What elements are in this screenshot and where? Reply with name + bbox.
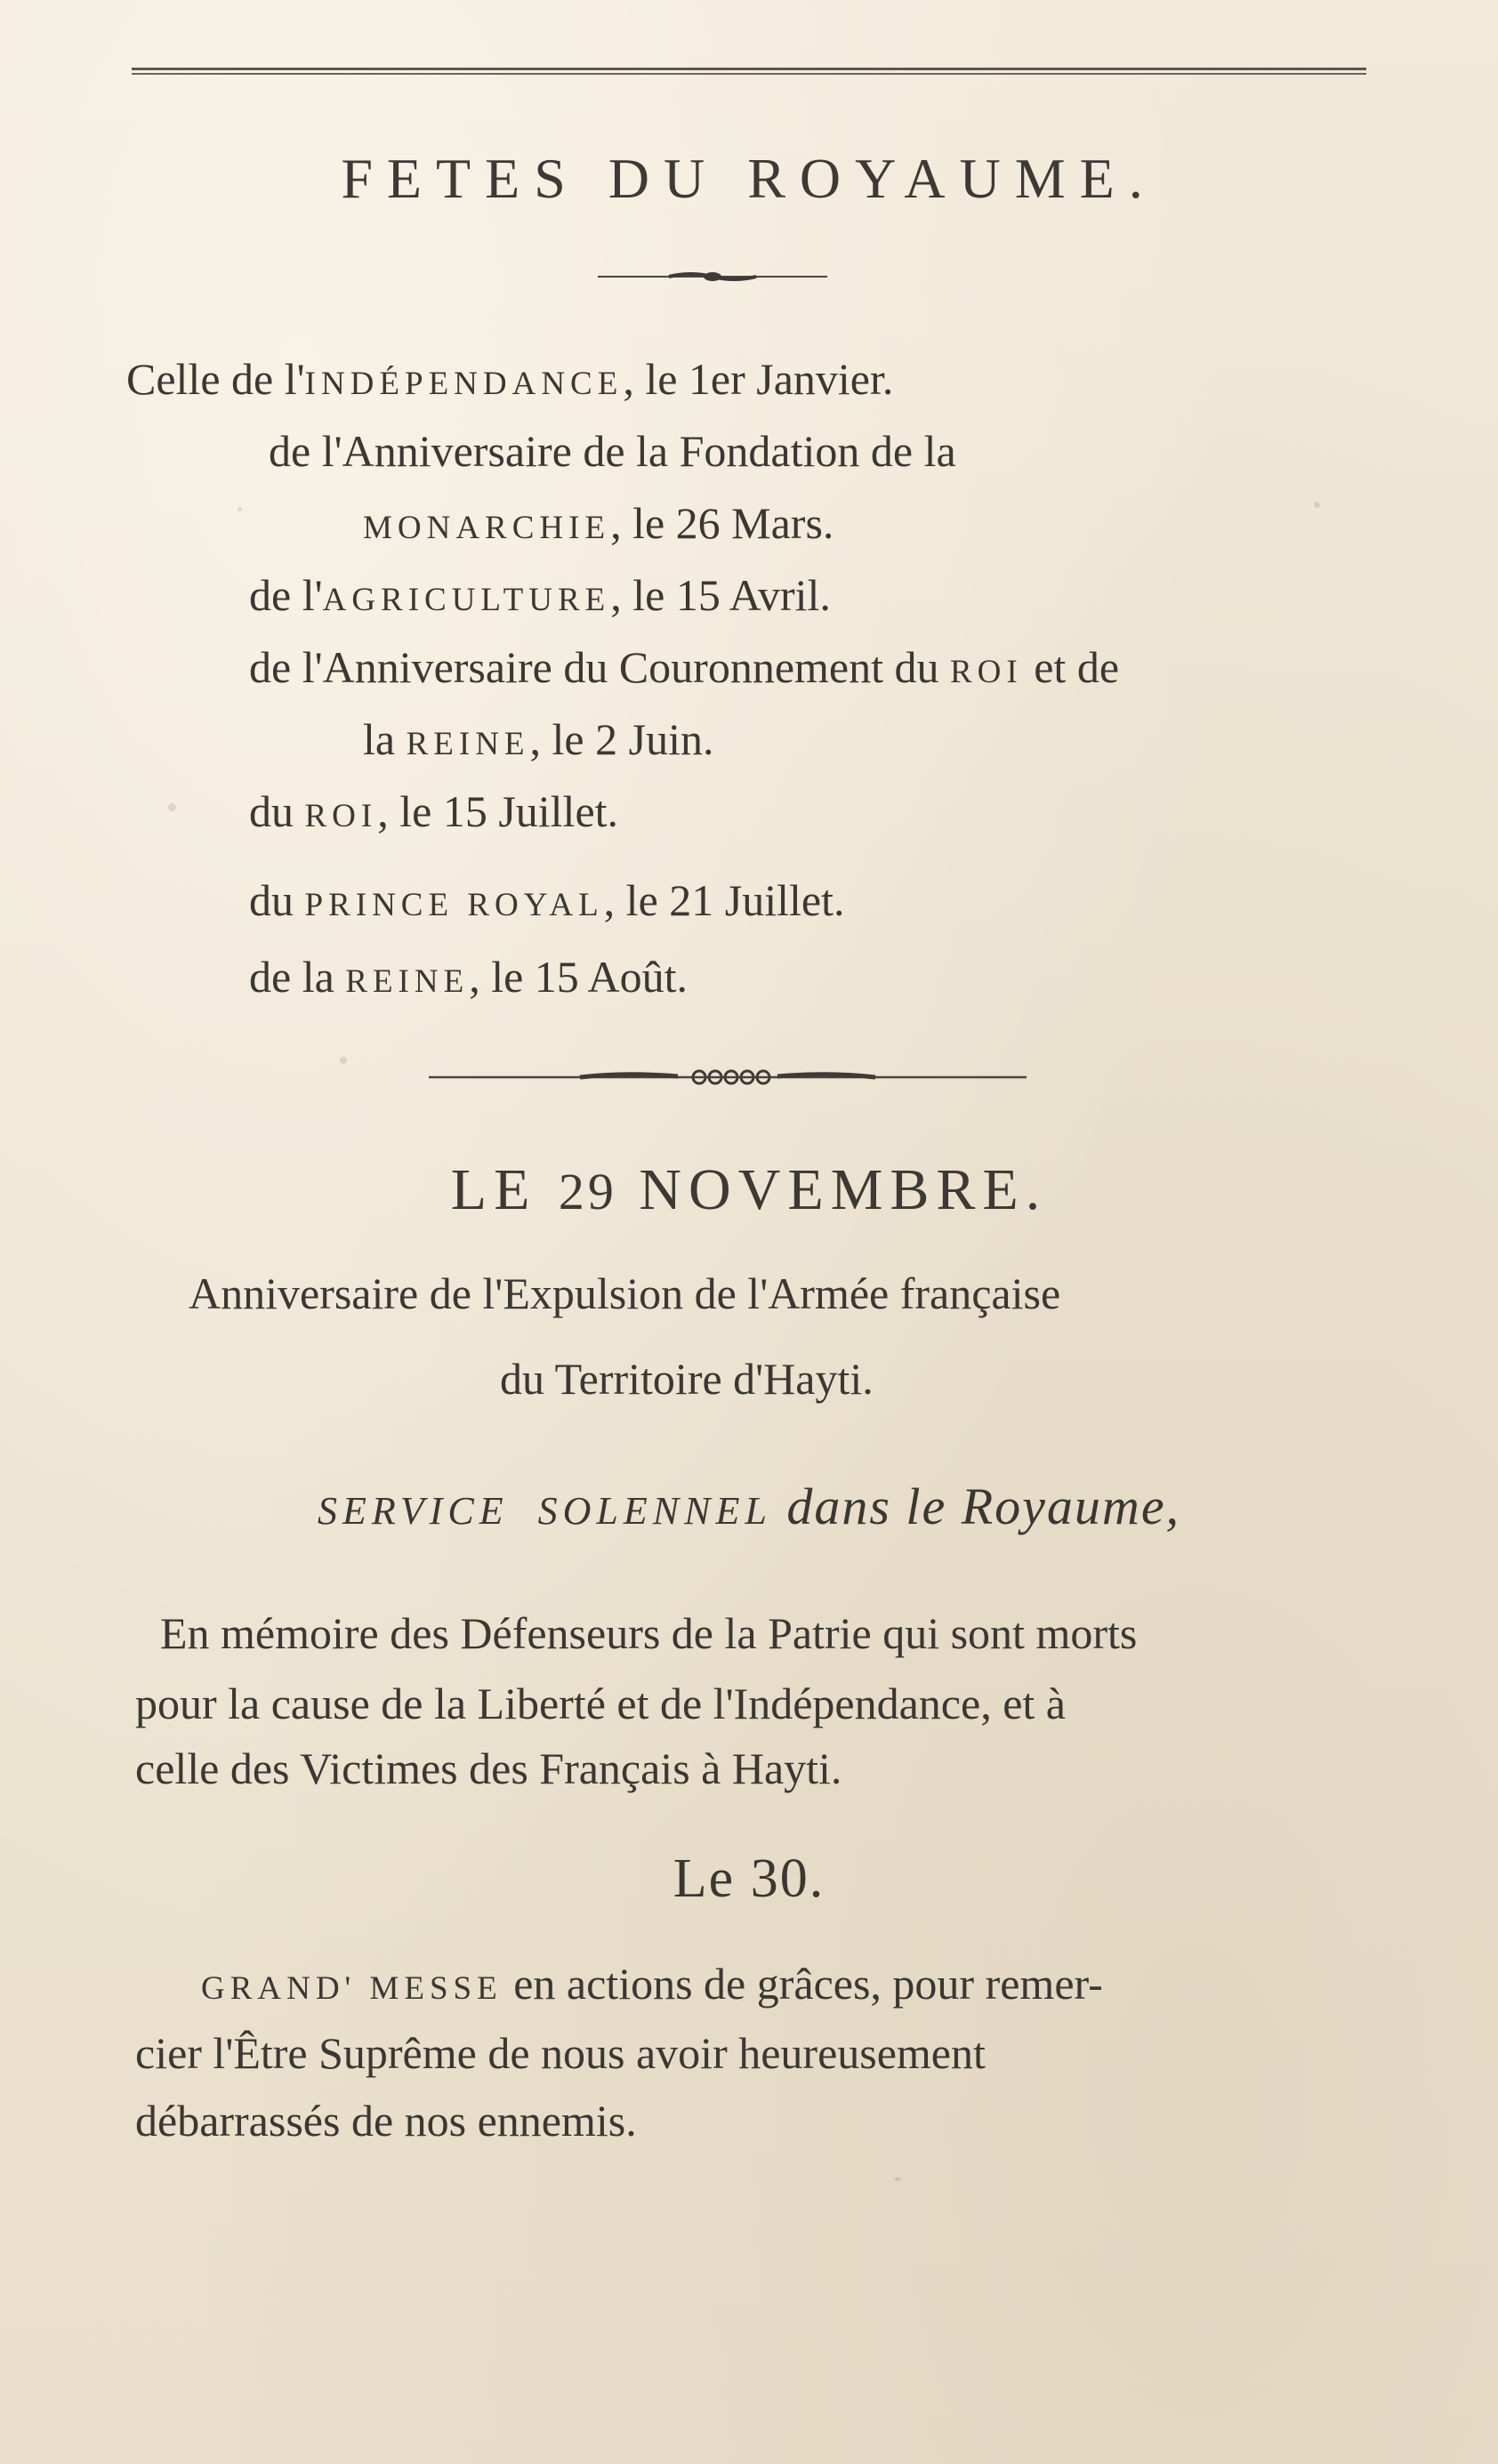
top-double-rule <box>132 68 1366 76</box>
messe-line-3: débarrassés de nos ennemis. <box>135 2096 637 2146</box>
fete-line-agriculture <box>249 568 831 627</box>
title-le: LE <box>450 1157 537 1222</box>
paper-spot <box>894 2178 901 2181</box>
fete-name: PRINCE ROYAL <box>304 887 604 923</box>
fete-line-independance <box>126 352 893 411</box>
fete-prefix: de la <box>249 952 346 1002</box>
ornament-divider-small <box>598 270 827 283</box>
service-rest: dans le Royaume, <box>771 1478 1181 1535</box>
service-word-service: SERVICE <box>317 1489 509 1533</box>
fete-line-reine <box>249 950 688 1009</box>
fete-line-prince-royal <box>249 874 844 932</box>
title-month: NOVEMBRE. <box>639 1157 1048 1222</box>
fete-line-couronnement-2 <box>363 713 713 771</box>
messe-line-2: cier l'Être Suprême de nous avoir heureusement <box>135 2028 986 2078</box>
fete-prefix: du <box>249 875 305 925</box>
fete-prefix: la <box>363 714 407 764</box>
fete-line-roi <box>249 785 618 843</box>
service-heading <box>0 1480 1498 1538</box>
fete-date: , le 15 Avril. <box>610 570 831 620</box>
memoire-line-3: celle des Victimes des Français à Hayti. <box>135 1743 842 1793</box>
messe-rest: en actions de grâces, pour remer- <box>502 1959 1103 2009</box>
fete-prefix: de l'Anniversaire de la Fondation de la <box>269 426 956 476</box>
memoire-line-2: pour la cause de la Liberté et de l'Indépendance, et à <box>135 1679 1066 1728</box>
rule-thick-line <box>132 68 1366 70</box>
fete-name: ROI <box>950 654 1023 690</box>
messe-small-caps: GRAND' MESSE <box>201 1970 503 2007</box>
fete-middle: et de <box>1022 642 1120 692</box>
november-subtitle-line-1: Anniversaire de l'Expulsion de l'Armée française <box>189 1268 1061 1318</box>
ornament-divider-large <box>429 1069 1027 1085</box>
fete-prefix: Celle de l' <box>126 354 305 404</box>
fete-line-monarchie-1 <box>269 424 956 478</box>
service-word-solennel: SOLENNEL <box>537 1489 772 1533</box>
paper-spot <box>168 803 176 811</box>
fete-line-monarchie-2 <box>363 496 834 555</box>
fete-date: , le 15 Juillet. <box>377 786 619 836</box>
fete-line-couronnement-1 <box>249 640 1119 699</box>
fete-date: , le 21 Juillet. <box>603 875 845 925</box>
messe-line-1 <box>201 1957 1103 2016</box>
fete-name: AGRICULTURE <box>322 582 611 618</box>
fete-date: , le 2 Juin. <box>529 714 714 764</box>
paper-spot <box>340 1057 347 1064</box>
page-title: FETES DU ROYAUME. <box>341 147 1157 210</box>
fete-prefix: du <box>249 786 305 836</box>
day-30-title: Le 30. <box>672 1848 826 1909</box>
paper-spot <box>238 507 242 511</box>
fete-date: , le 15 Août. <box>469 952 689 1002</box>
november-subtitle-line-2: du Territoire d'Hayti. <box>500 1354 874 1404</box>
rule-thin-line <box>132 73 1366 75</box>
paper-spot <box>1314 502 1320 508</box>
fete-name: REINE <box>345 963 470 1000</box>
fete-date: , le 1er Janvier. <box>623 354 894 404</box>
fete-prefix: de l'Anniversaire du Couronnement du <box>249 642 950 692</box>
fete-name: MONARCHIE <box>363 510 611 546</box>
fete-date: , le 26 Mars. <box>610 498 834 548</box>
fete-name: ROI <box>304 798 378 834</box>
november-title <box>0 1156 1498 1224</box>
fete-prefix: de l' <box>249 570 323 620</box>
title-day: 29 <box>558 1163 617 1220</box>
fete-name: REINE <box>406 726 530 762</box>
memoire-line-1: En mémoire des Défenseurs de la Patrie qui sont morts <box>160 1608 1138 1658</box>
fete-name: INDÉPENDANCE <box>304 366 624 402</box>
